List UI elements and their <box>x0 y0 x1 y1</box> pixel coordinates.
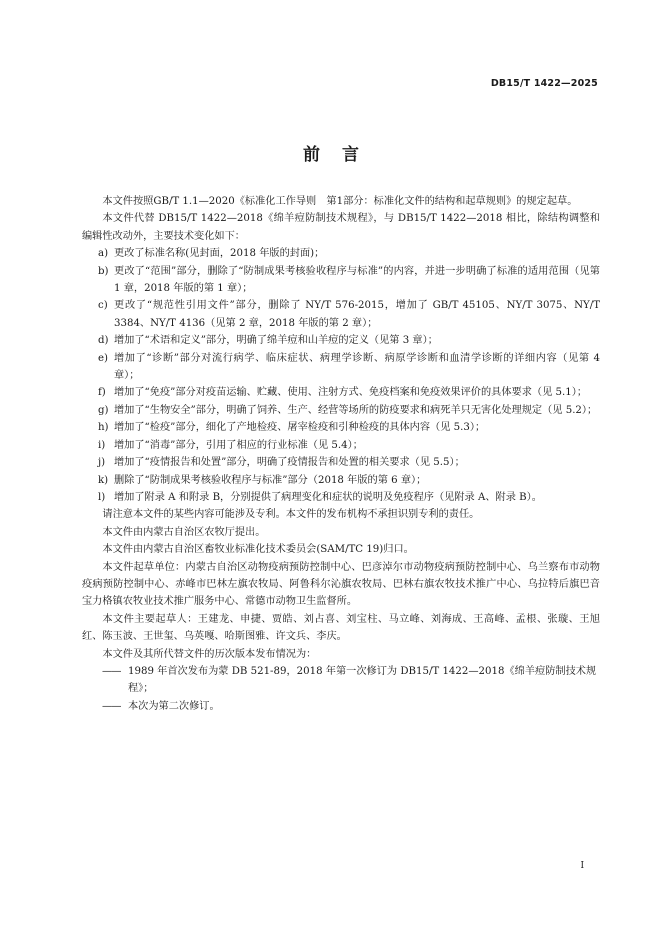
history-intro-paragraph: 本文件及其所代替文件的历次版本发布情况为： <box>102 648 317 660</box>
history-item: —— 本次为第二次修订。 <box>102 700 220 712</box>
history-item: —— 1989 年首次发布为蒙 DB 521-89，2018 年第一次修订为 DB15/T 1422—2018《绵羊痘防制技术规程》； <box>102 665 597 695</box>
change-item: l) 增加了附录 A 和附录 B，分别提供了病理变化和症状的说明及免疫程序（见附录 A、附录 B）。 <box>98 491 542 503</box>
change-item: i) 增加了“消毒”部分，引用了相应的行业标准（见 5.4）； <box>98 439 363 451</box>
change-item: j) 增加了“疫情报告和处置”部分，明确了疫情报告和处置的相关要求（见 5.5）； <box>98 457 465 469</box>
change-item: g) 增加了“生物安全”部分，明确了饲养、生产、经营等场所的防疫要求和病死羊只无害化处理规定（见 5.2）； <box>98 404 598 416</box>
change-item: b) 更改了“范围”部分，删除了“防制成果考核验收程序与标准”的内容，并进一步明确了标准的适用范围（见第 1 章，2018 年版的第 1 章）； <box>98 265 600 295</box>
committee-paragraph: 本文件由内蒙古自治区畜牧业标准化技术委员会(SAM/TC 19)归口。 <box>102 544 414 556</box>
patent-notice: 请注意本文件的某些内容可能涉及专利。本文件的发布机构不承担识别专利的责任。 <box>102 509 480 521</box>
drafting-units-paragraph: 本文件起草单位：内蒙古自治区动物疫病预防控制中心、巴彦淖尔市动物疫病预防控制中心、乌兰察布市动物疫病预防控制中心、赤峰市巴林左旗农牧局、阿鲁科尔沁旗农牧局、巴林右旗农牧技术推广中心、乌拉特后旗巴音宝力格镇农牧业技术推广服务中心、常德市动物卫生监督所。 <box>82 561 600 608</box>
change-item: c) 更改了“规范性引用文件”部分，删除了 NY/T 576-2015，增加了 GB/T 45105、NY/T 3075、NY/T 3384、NY/T 4136（见第 2 章，2018 年版的第 2 章）； <box>98 300 600 329</box>
document-code: DB15/T 1422—2025 <box>490 78 598 89</box>
page-number: I <box>580 861 584 871</box>
change-item: h) 增加了“检疫”部分，细化了产地检疫、屠宰检疫和引种检疫的具体内容（见 5.3）； <box>98 422 486 434</box>
drafters-paragraph: 本文件主要起草人：王建龙、申捷、贾皓、刘占喜、刘宝柱、马立峰、刘海成、王高峰、孟根、张璇、王旭红、陈玉波、王世玺、乌英嘎、哈斯图雅、许文兵、李庆。 <box>82 613 600 643</box>
change-item: f) 增加了“免疫”部分对疫苗运输、贮藏、使用、注射方式、免疫档案和免疫效果评价的具体要求（见 5.1）； <box>98 387 588 399</box>
intro-paragraph: 本文件按照GB/T 1.1—2020《标准化工作导则 第1部分：标准化文件的结构和起草规则》的规定起草。 <box>102 196 578 207</box>
proposer-paragraph: 本文件由内蒙古自治区农牧厅提出。 <box>102 526 266 538</box>
intro-paragraph: 本文件代替 DB15/T 1422—2018《绵羊痘防制技术规程》，与 DB15/T 1422—2018 相比，除结构调整和编辑性改动外，主要技术变化如下： <box>82 213 600 242</box>
foreword-body <box>82 193 600 715</box>
change-item: e) 增加了“诊断”部分对流行病学、临床症状、病理学诊断、病原学诊断和血清学诊断的详细内容（见第 4 章）； <box>98 352 600 382</box>
change-item: a) 更改了标准名称(见封面，2018 年版的封面)； <box>98 248 325 260</box>
page-title: 前言 <box>303 145 381 165</box>
change-item: k) 删除了“防制成果考核验收程序与标准”部分（2018 年版的第 6 章）； <box>98 474 427 486</box>
change-item: d) 增加了“术语和定义”部分，明确了绵羊痘和山羊痘的定义（见第 3 章）； <box>98 335 438 347</box>
